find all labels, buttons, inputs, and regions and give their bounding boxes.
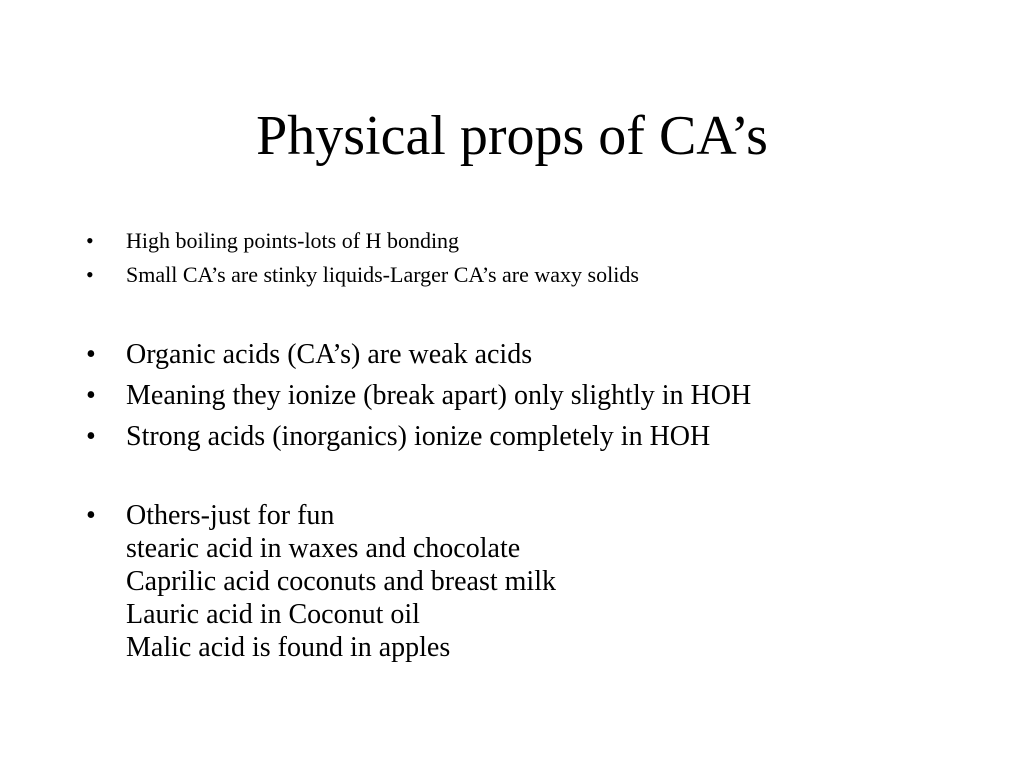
- bullet-text: Organic acids (CA’s) are weak acids: [126, 339, 533, 370]
- bullet-group-large: [86, 334, 751, 457]
- bullet-text: Meaning they ionize (break apart) only slightly in HOH: [126, 380, 752, 411]
- fun-line: Lauric acid in Coconut oil: [126, 599, 420, 630]
- bullet-group-small: [86, 224, 639, 292]
- bullet-icon: •: [86, 339, 96, 370]
- bullet-group-fun: [86, 499, 556, 664]
- list-item: [86, 334, 751, 375]
- list-item: [86, 224, 639, 258]
- fun-line: stearic acid in waxes and chocolate: [126, 533, 521, 564]
- fun-line: Malic acid is found in apples: [126, 632, 451, 663]
- bullet-text: Strong acids (inorganics) ionize completely in HOH: [126, 421, 711, 452]
- list-item: [86, 416, 751, 457]
- bullet-icon: •: [86, 500, 96, 531]
- list-item: [86, 375, 751, 416]
- bullet-icon: •: [86, 421, 96, 452]
- bullet-icon: •: [86, 262, 94, 287]
- list-item: [86, 499, 556, 664]
- fun-line: Caprilic acid coconuts and breast milk: [126, 566, 556, 597]
- bullet-text: Small CA’s are stinky liquids-Larger CA’s are waxy solids: [126, 262, 639, 287]
- bullet-icon: •: [86, 380, 96, 411]
- bullet-icon: •: [86, 228, 94, 253]
- fun-heading: Others-just for fun: [126, 500, 335, 531]
- list-item: [86, 258, 639, 292]
- bullet-text: High boiling points-lots of H bonding: [126, 228, 460, 253]
- slide-title: Physical props of CA’s: [256, 105, 768, 167]
